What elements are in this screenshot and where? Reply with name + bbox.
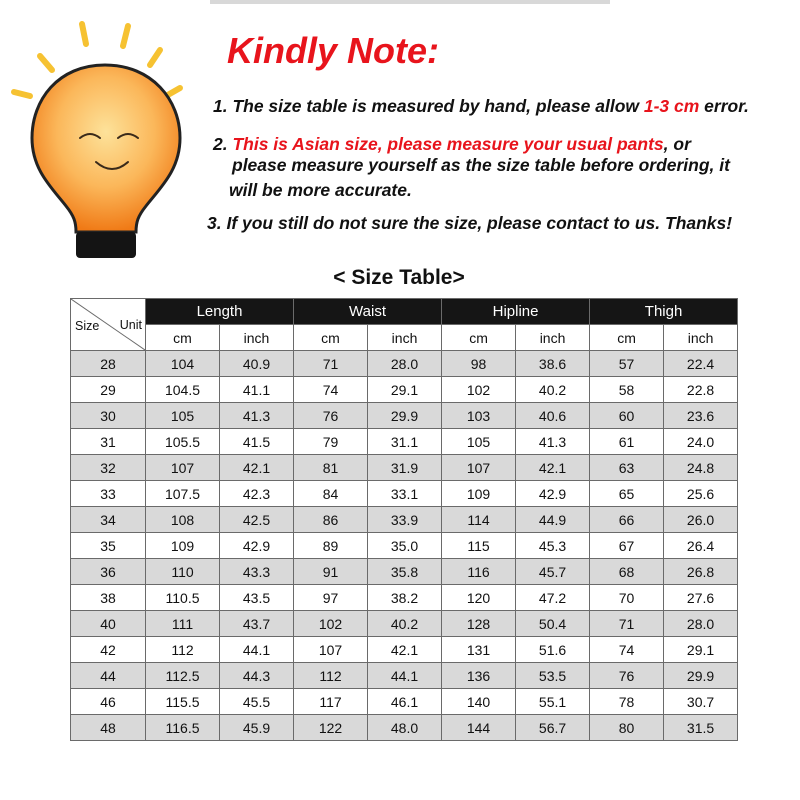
table-cell: 31.1 bbox=[368, 429, 442, 455]
size-cell: 35 bbox=[71, 533, 146, 559]
table-cell: 42.1 bbox=[516, 455, 590, 481]
unit-header: inch bbox=[220, 325, 294, 351]
table-cell: 110.5 bbox=[146, 585, 220, 611]
size-cell: 28 bbox=[71, 351, 146, 377]
size-cell: 32 bbox=[71, 455, 146, 481]
table-cell: 116.5 bbox=[146, 715, 220, 741]
table-cell: 91 bbox=[294, 559, 368, 585]
size-cell: 42 bbox=[71, 637, 146, 663]
table-cell: 43.3 bbox=[220, 559, 294, 585]
table-cell: 38.6 bbox=[516, 351, 590, 377]
table-cell: 29.9 bbox=[664, 663, 738, 689]
table-cell: 45.3 bbox=[516, 533, 590, 559]
table-row bbox=[71, 715, 738, 741]
table-cell: 115.5 bbox=[146, 689, 220, 715]
table-cell: 29.1 bbox=[368, 377, 442, 403]
table-row bbox=[71, 403, 738, 429]
table-cell: 61 bbox=[590, 429, 664, 455]
table-cell: 47.2 bbox=[516, 585, 590, 611]
table-cell: 76 bbox=[294, 403, 368, 429]
table-cell: 26.0 bbox=[664, 507, 738, 533]
size-table bbox=[70, 298, 738, 741]
table-cell: 110 bbox=[146, 559, 220, 585]
note-line-1-error-range: 1-3 cm bbox=[643, 96, 700, 116]
table-cell: 22.8 bbox=[664, 377, 738, 403]
table-cell: 86 bbox=[294, 507, 368, 533]
table-cell: 109 bbox=[146, 533, 220, 559]
table-cell: 102 bbox=[442, 377, 516, 403]
table-cell: 48.0 bbox=[368, 715, 442, 741]
table-cell: 28.0 bbox=[664, 611, 738, 637]
table-row bbox=[71, 429, 738, 455]
table-cell: 58 bbox=[590, 377, 664, 403]
table-cell: 42.5 bbox=[220, 507, 294, 533]
note-line-2-prefix: 2. bbox=[213, 134, 233, 154]
table-row bbox=[71, 611, 738, 637]
table-cell: 74 bbox=[294, 377, 368, 403]
size-unit-corner bbox=[71, 299, 146, 351]
corner-size-label: Size bbox=[75, 319, 100, 333]
table-cell: 26.8 bbox=[664, 559, 738, 585]
table-cell: 78 bbox=[590, 689, 664, 715]
table-cell: 38.2 bbox=[368, 585, 442, 611]
table-cell: 105 bbox=[442, 429, 516, 455]
table-cell: 31.9 bbox=[368, 455, 442, 481]
table-cell: 27.6 bbox=[664, 585, 738, 611]
table-cell: 97 bbox=[294, 585, 368, 611]
size-cell: 34 bbox=[71, 507, 146, 533]
table-cell: 67 bbox=[590, 533, 664, 559]
table-cell: 24.8 bbox=[664, 455, 738, 481]
table-cell: 23.6 bbox=[664, 403, 738, 429]
table-row bbox=[71, 351, 738, 377]
size-cell: 46 bbox=[71, 689, 146, 715]
table-cell: 102 bbox=[294, 611, 368, 637]
table-cell: 55.1 bbox=[516, 689, 590, 715]
table-row bbox=[71, 585, 738, 611]
table-cell: 71 bbox=[294, 351, 368, 377]
note-line-1-end: error. bbox=[699, 96, 749, 116]
table-cell: 51.6 bbox=[516, 637, 590, 663]
table-cell: 44.9 bbox=[516, 507, 590, 533]
table-cell: 84 bbox=[294, 481, 368, 507]
table-cell: 115 bbox=[442, 533, 516, 559]
table-row bbox=[71, 637, 738, 663]
table-cell: 44.3 bbox=[220, 663, 294, 689]
table-cell: 108 bbox=[146, 507, 220, 533]
table-cell: 79 bbox=[294, 429, 368, 455]
table-cell: 43.5 bbox=[220, 585, 294, 611]
note-line-2 bbox=[213, 134, 691, 155]
unit-header: inch bbox=[516, 325, 590, 351]
table-cell: 42.9 bbox=[220, 533, 294, 559]
table-row bbox=[71, 559, 738, 585]
size-table-body bbox=[71, 351, 738, 741]
table-cell: 29.1 bbox=[664, 637, 738, 663]
table-cell: 68 bbox=[590, 559, 664, 585]
header-length: Length bbox=[146, 299, 294, 325]
table-cell: 41.3 bbox=[220, 403, 294, 429]
size-cell: 29 bbox=[71, 377, 146, 403]
table-cell: 104.5 bbox=[146, 377, 220, 403]
table-cell: 105.5 bbox=[146, 429, 220, 455]
table-cell: 40.2 bbox=[368, 611, 442, 637]
table-cell: 41.3 bbox=[516, 429, 590, 455]
size-cell: 40 bbox=[71, 611, 146, 637]
table-cell: 25.6 bbox=[664, 481, 738, 507]
table-cell: 40.6 bbox=[516, 403, 590, 429]
table-cell: 42.3 bbox=[220, 481, 294, 507]
note-line-2-end: , or bbox=[663, 134, 691, 154]
table-cell: 35.8 bbox=[368, 559, 442, 585]
table-cell: 66 bbox=[590, 507, 664, 533]
table-row bbox=[71, 455, 738, 481]
unit-header: cm bbox=[590, 325, 664, 351]
table-cell: 35.0 bbox=[368, 533, 442, 559]
note-line-2-asian-size: This is Asian size, please measure your usual pants bbox=[232, 134, 664, 154]
size-cell: 48 bbox=[71, 715, 146, 741]
table-cell: 57 bbox=[590, 351, 664, 377]
table-row bbox=[71, 533, 738, 559]
header-hipline: Hipline bbox=[442, 299, 590, 325]
unit-header: inch bbox=[664, 325, 738, 351]
table-cell: 30.7 bbox=[664, 689, 738, 715]
table-row bbox=[71, 377, 738, 403]
unit-header: inch bbox=[368, 325, 442, 351]
table-cell: 60 bbox=[590, 403, 664, 429]
table-cell: 76 bbox=[590, 663, 664, 689]
header-thigh: Thigh bbox=[590, 299, 738, 325]
table-cell: 40.2 bbox=[516, 377, 590, 403]
corner-unit-label: Unit bbox=[119, 318, 142, 332]
table-cell: 41.5 bbox=[220, 429, 294, 455]
table-cell: 80 bbox=[590, 715, 664, 741]
table-cell: 33.1 bbox=[368, 481, 442, 507]
table-cell: 46.1 bbox=[368, 689, 442, 715]
table-cell: 112 bbox=[294, 663, 368, 689]
size-cell: 31 bbox=[71, 429, 146, 455]
size-cell: 38 bbox=[71, 585, 146, 611]
table-cell: 42.1 bbox=[368, 637, 442, 663]
table-cell: 140 bbox=[442, 689, 516, 715]
table-cell: 103 bbox=[442, 403, 516, 429]
table-cell: 42.9 bbox=[516, 481, 590, 507]
table-cell: 131 bbox=[442, 637, 516, 663]
table-cell: 45.5 bbox=[220, 689, 294, 715]
table-cell: 117 bbox=[294, 689, 368, 715]
table-cell: 44.1 bbox=[220, 637, 294, 663]
table-cell: 29.9 bbox=[368, 403, 442, 429]
table-cell: 107 bbox=[146, 455, 220, 481]
size-cell: 36 bbox=[71, 559, 146, 585]
table-cell: 81 bbox=[294, 455, 368, 481]
table-cell: 40.9 bbox=[220, 351, 294, 377]
table-cell: 31.5 bbox=[664, 715, 738, 741]
table-row bbox=[71, 663, 738, 689]
unit-header: cm bbox=[442, 325, 516, 351]
size-cell: 30 bbox=[71, 403, 146, 429]
table-cell: 111 bbox=[146, 611, 220, 637]
size-cell: 44 bbox=[71, 663, 146, 689]
unit-header: cm bbox=[294, 325, 368, 351]
table-cell: 43.7 bbox=[220, 611, 294, 637]
kindly-note-title: Kindly Note: bbox=[227, 30, 439, 71]
table-cell: 114 bbox=[442, 507, 516, 533]
note-line-1 bbox=[213, 96, 749, 117]
table-cell: 136 bbox=[442, 663, 516, 689]
note-line-1-text: 1. The size table is measured by hand, please allow bbox=[213, 96, 644, 116]
top-divider bbox=[210, 0, 610, 4]
table-row bbox=[71, 689, 738, 715]
table-cell: 44.1 bbox=[368, 663, 442, 689]
size-table-title bbox=[0, 266, 800, 290]
table-cell: 109 bbox=[442, 481, 516, 507]
table-cell: 74 bbox=[590, 637, 664, 663]
table-cell: 122 bbox=[294, 715, 368, 741]
table-cell: 120 bbox=[442, 585, 516, 611]
table-cell: 105 bbox=[146, 403, 220, 429]
table-cell: 107.5 bbox=[146, 481, 220, 507]
smiling-lightbulb-icon bbox=[0, 10, 210, 265]
table-cell: 128 bbox=[442, 611, 516, 637]
size-cell: 33 bbox=[71, 481, 146, 507]
table-cell: 104 bbox=[146, 351, 220, 377]
table-row bbox=[71, 481, 738, 507]
table-cell: 65 bbox=[590, 481, 664, 507]
note-line-2b: please measure yourself as the size table before ordering, it bbox=[232, 155, 730, 175]
table-cell: 33.9 bbox=[368, 507, 442, 533]
table-cell: 70 bbox=[590, 585, 664, 611]
table-cell: 41.1 bbox=[220, 377, 294, 403]
table-cell: 45.9 bbox=[220, 715, 294, 741]
table-cell: 22.4 bbox=[664, 351, 738, 377]
unit-header: cm bbox=[146, 325, 220, 351]
table-cell: 98 bbox=[442, 351, 516, 377]
table-cell: 42.1 bbox=[220, 455, 294, 481]
note-line-2c: will be more accurate. bbox=[229, 180, 412, 200]
table-cell: 26.4 bbox=[664, 533, 738, 559]
table-cell: 144 bbox=[442, 715, 516, 741]
table-cell: 56.7 bbox=[516, 715, 590, 741]
table-row bbox=[71, 507, 738, 533]
table-cell: 45.7 bbox=[516, 559, 590, 585]
table-cell: 112.5 bbox=[146, 663, 220, 689]
table-cell: 53.5 bbox=[516, 663, 590, 689]
table-cell: 50.4 bbox=[516, 611, 590, 637]
note-line-3: 3. If you still do not sure the size, please contact to us. Thanks! bbox=[207, 213, 733, 233]
table-cell: 107 bbox=[294, 637, 368, 663]
table-cell: 116 bbox=[442, 559, 516, 585]
table-cell: 89 bbox=[294, 533, 368, 559]
table-cell: 24.0 bbox=[664, 429, 738, 455]
table-cell: 71 bbox=[590, 611, 664, 637]
header-waist: Waist bbox=[294, 299, 442, 325]
table-cell: 112 bbox=[146, 637, 220, 663]
table-cell: 107 bbox=[442, 455, 516, 481]
table-cell: 63 bbox=[590, 455, 664, 481]
size-table-title-text: < Size Table> bbox=[333, 266, 465, 289]
table-cell: 28.0 bbox=[368, 351, 442, 377]
